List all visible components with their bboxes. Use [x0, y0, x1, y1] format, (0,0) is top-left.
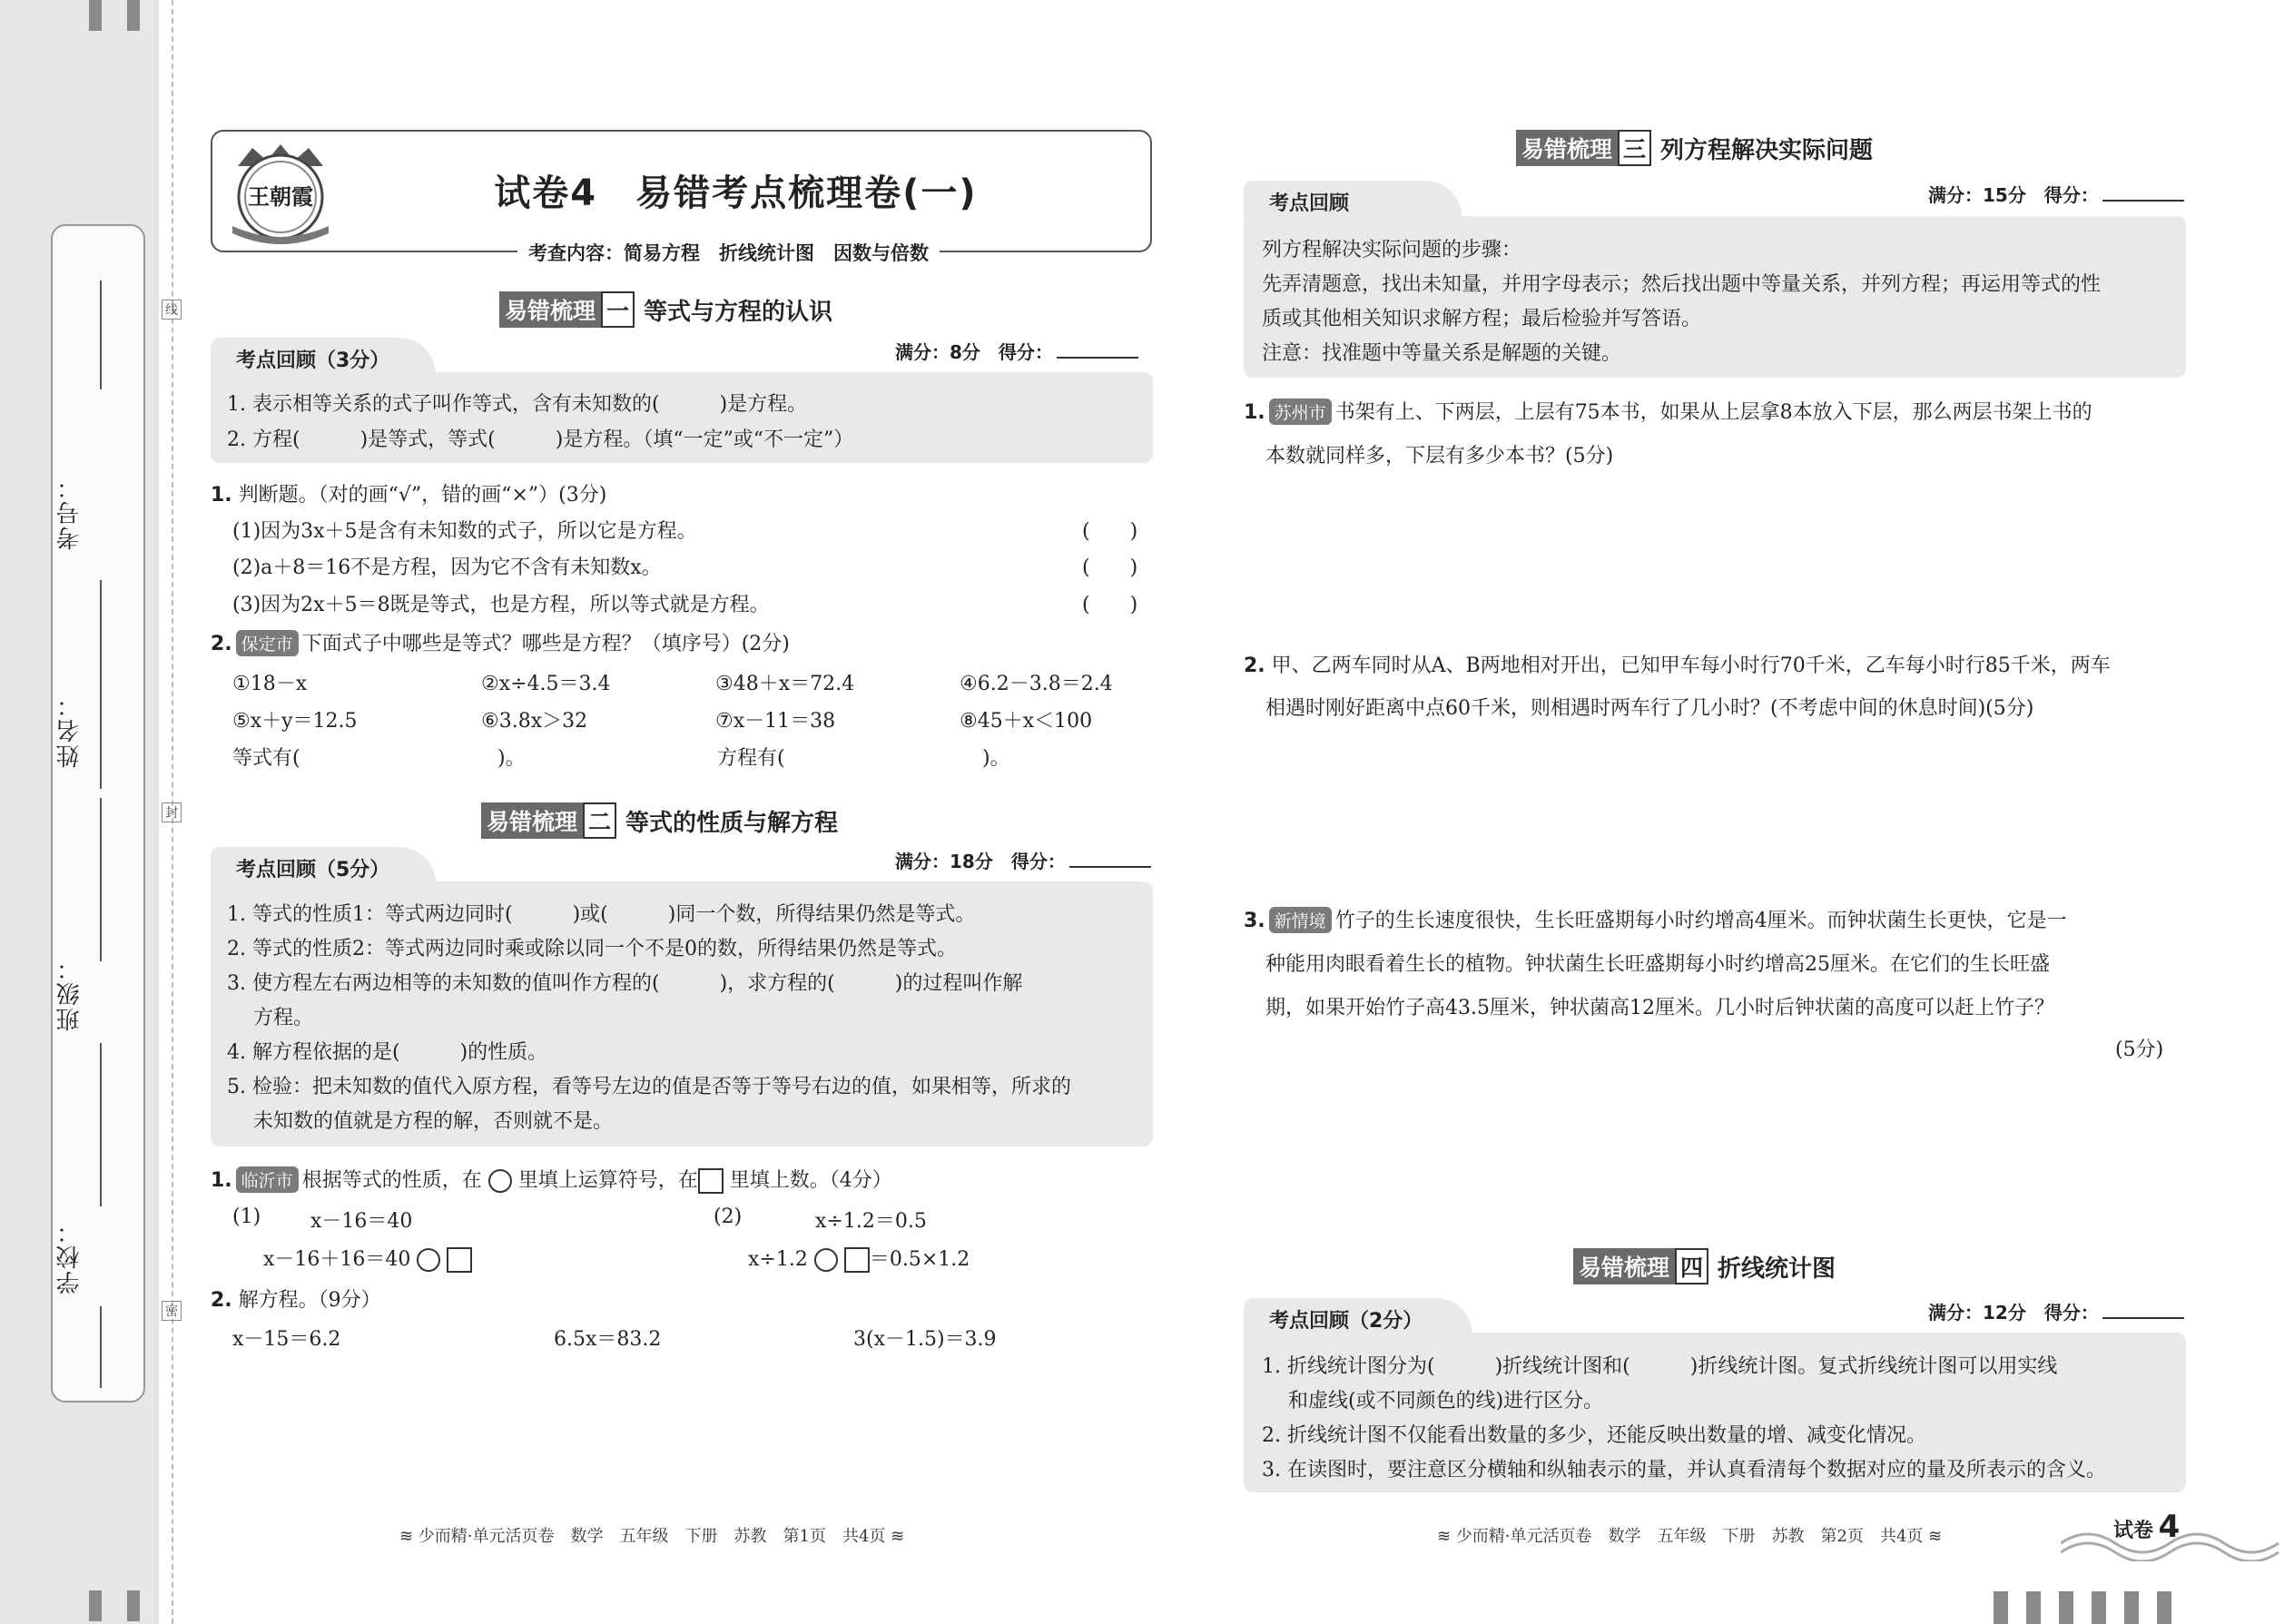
problem-line: 本数就同样多，下层有多少本书？(5分) [1265, 445, 1614, 468]
corner-mark [127, 1590, 140, 1621]
school-label: 学校： [56, 1218, 84, 1294]
review-line: 未知数的值就是方程的解，否则就不是。 [227, 1110, 613, 1133]
review-line: 5. 检验：把未知数的值代入原方程，看等号左边的值是否等于等号右边的值，如果相等，所求的 [227, 1076, 1071, 1098]
question: 2. 保定市 下面式子中哪些是等式？哪些是方程？（填序号）(2分) [211, 628, 790, 656]
review-line: 2. 等式的性质2：等式两边同时乘或除以同一个不是0的数，所得结果仍然是等式。 [227, 938, 957, 960]
score-line: 满分：15分 得分： [1928, 181, 2184, 207]
review-line: 质或其他相关知识求解方程；最后检验并写答语。 [1262, 308, 1702, 330]
expression: ④6.2－3.8＝2.4 [960, 673, 1113, 695]
field-line [100, 1306, 102, 1388]
section-tag: 易错梳理 [1516, 130, 1618, 166]
review-tab: 考点回顾 [1244, 181, 1462, 221]
corner-mark [89, 0, 102, 31]
problem-points: (5分) [2115, 1038, 2164, 1061]
exam-scope: 考查内容：简易方程 折线统计图 因数与倍数 [517, 239, 940, 266]
review-line: 先弄清题意，找出未知量，并用字母表示；然后找出题中等量关系，并列方程；再运用等式的性 [1262, 273, 2102, 296]
review-line: 和虚线(或不同颜色的线)进行区分。 [1262, 1390, 1604, 1412]
equation-answer-label: 等式有( [232, 747, 300, 770]
formula-answer-close: )。 [982, 747, 1010, 770]
review-line: 列方程解决实际问题的步骤： [1262, 239, 1522, 261]
section-header [1573, 1248, 1836, 1284]
section-tag: 易错梳理 [499, 291, 601, 328]
problem-line: 种能用肉眼看着生长的植物。钟状菌生长旺盛期每小时约增高25厘米。在它们的生长旺盛 [1265, 953, 2050, 976]
formula-answer-label: 方程有( [717, 747, 785, 770]
problem: 1. 苏州市 书架有上、下两层，上层有75本书，如果从上层拿8本放入下层，那么两层书架上书的 [1244, 397, 2092, 425]
score-line: 满分：8分 得分： [895, 338, 1138, 364]
score-line: 满分：18分 得分： [895, 847, 1151, 873]
review-tab: 考点回顾（2分） [1244, 1298, 1472, 1338]
question: 1. 临沂市 根据等式的性质，在 里填上运算符号，在 里填上数。（4分） [211, 1165, 892, 1194]
binding-strip [0, 0, 159, 1624]
square-blank[interactable] [447, 1247, 472, 1273]
expression: ⑧45＋x＜100 [960, 710, 1093, 733]
part-label: (2) [714, 1206, 743, 1228]
corner-mark [89, 1590, 102, 1621]
section-title: 等式与方程的认识 [644, 298, 833, 326]
circle-blank[interactable] [417, 1248, 440, 1272]
expression: ②x÷4.5＝3.4 [481, 673, 611, 695]
equation-work: x÷1.2 ＝0.5×1.2 [748, 1248, 970, 1271]
section-tag: 易错梳理 [481, 802, 583, 839]
review-line: 1. 折线统计图分为( )折线统计图和( )折线统计图。复式折线统计图可以用实线 [1262, 1355, 2058, 1378]
review-line: 方程。 [227, 1007, 313, 1029]
section-header [481, 802, 838, 839]
problem: 2. 甲、乙两车同时从A、B两地相对开出，已知甲车每小时行70千米，乙车每小时行85千米，两车 [1244, 655, 2111, 677]
corner-marks [1994, 1591, 2171, 1624]
equation: x－16＝40 [310, 1210, 413, 1233]
equation: x÷1.2＝0.5 [815, 1210, 927, 1233]
problem-line: 期，如果开始竹子高43.5厘米，钟状菌高12厘米。几小时后钟状菌的高度可以赶上竹子？ [1265, 997, 2054, 1019]
review-line: 2. 方程( )是等式，等式( )是方程。（填“一定”或“不一定”） [227, 428, 854, 451]
section-title: 列方程解决实际问题 [1660, 136, 1874, 164]
exam-number-label: 考号： [56, 474, 84, 550]
score-line: 满分：12分 得分： [1928, 1298, 2184, 1324]
section-title: 等式的性质与解方程 [625, 809, 839, 837]
problem-line: 相遇时刚好距离中点60千米，则相遇时两车行了几小时？(不考虑中间的休息时间)(5分) [1265, 697, 2034, 720]
equation: 6.5x＝83.2 [554, 1328, 662, 1351]
seal-char: 密 [162, 1301, 182, 1321]
field-line [100, 1043, 102, 1206]
review-line: 4. 解方程依据的是( )的性质。 [227, 1041, 548, 1064]
review-line: 1. 表示相等关系的式子叫作等式，含有未知数的( )是方程。 [227, 393, 808, 416]
field-line [100, 281, 102, 389]
expression: ⑥3.8x＞32 [481, 710, 588, 733]
title-box [211, 130, 1152, 252]
circle-blank[interactable] [488, 1169, 512, 1193]
student-info-box [51, 224, 145, 1403]
section-header [1516, 130, 1873, 166]
section-tag: 易错梳理 [1573, 1248, 1675, 1284]
answer-paren[interactable]: ( ) [1082, 594, 1138, 616]
review-line: 注意：找准题中等量关系是解题的关键。 [1262, 342, 1622, 365]
question: 2. 解方程。（9分） [211, 1289, 381, 1312]
class-label: 班级： [56, 955, 84, 1031]
section-title: 折线统计图 [1718, 1255, 1836, 1283]
exam-number-tag: 试卷 4 [2113, 1509, 2181, 1545]
review-tab: 考点回顾（3分） [211, 338, 436, 378]
expression: ⑤x＋y＝12.5 [232, 710, 358, 733]
review-tab: 考点回顾（5分） [211, 847, 436, 887]
expression: ③48＋x＝72.4 [715, 673, 855, 695]
answer-paren[interactable]: ( ) [1082, 520, 1138, 543]
section-number: 三 [1618, 130, 1651, 166]
expression: ⑦x－11＝38 [715, 710, 836, 733]
corner-mark [127, 0, 140, 31]
section-header [499, 291, 832, 328]
equation: x－15＝6.2 [232, 1328, 341, 1351]
equation: 3(x－1.5)＝3.9 [853, 1328, 997, 1351]
footer: ≋ 少而精·单元活页卷 数学 五年级 下册 苏教 第2页 共4页 ≋ [1437, 1527, 1943, 1546]
equation-answer-close: )。 [497, 747, 526, 770]
seal-char: 封 [162, 802, 182, 822]
seal-char: 线 [162, 300, 182, 320]
square-blank[interactable] [844, 1247, 870, 1273]
review-line: 3. 在读图时，要注意区分横轴和纵轴表示的量，并认真看清每个数据对应的量及所表示的含义。 [1262, 1459, 2106, 1481]
review-line: 1. 等式的性质1：等式两边同时( )或( )同一个数，所得结果仍然是等式。 [227, 903, 976, 926]
equation-work: x－16＋16＝40 [263, 1244, 472, 1273]
svg-text:王朝霞: 王朝霞 [248, 183, 313, 210]
problem: 3. 新情境 竹子的生长速度很快，生长旺盛期每小时约增高4厘米。而钟状菌生长更快，它是一 [1244, 905, 2067, 933]
review-line: 3. 使方程左右两边相等的未知数的值叫作方程的( )，求方程的( )的过程叫作解 [227, 972, 1023, 995]
question-item: (2)a＋8＝16不是方程，因为它不含有未知数x。 [232, 556, 662, 579]
question: 1. 判断题。（对的画“√”，错的画“×”）(3分) [211, 484, 607, 507]
question-item: (3)因为2x＋5＝8既是等式，也是方程，所以等式就是方程。 [232, 594, 770, 616]
circle-blank[interactable] [814, 1248, 838, 1272]
expression: ①18－x [232, 673, 308, 695]
section-number: 二 [583, 802, 616, 839]
square-blank[interactable] [698, 1168, 724, 1194]
name-label: 姓名： [56, 692, 84, 768]
review-line: 2. 折线统计图不仅能看出数量的多少，还能反映出数量的增、减变化情况。 [1262, 1424, 1926, 1447]
question-item: (1)因为3x＋5是含有未知数的式子，所以它是方程。 [232, 520, 697, 543]
section-number: 一 [601, 291, 635, 328]
field-line [100, 798, 102, 961]
page-title: 试卷4 易错考点梳理卷(一) [494, 172, 978, 214]
answer-paren[interactable]: ( ) [1082, 556, 1138, 579]
part-label: (1) [232, 1206, 261, 1228]
section-number: 四 [1675, 1248, 1708, 1284]
footer: ≋ 少而精·单元活页卷 数学 五年级 下册 苏教 第1页 共4页 ≋ [399, 1527, 905, 1546]
